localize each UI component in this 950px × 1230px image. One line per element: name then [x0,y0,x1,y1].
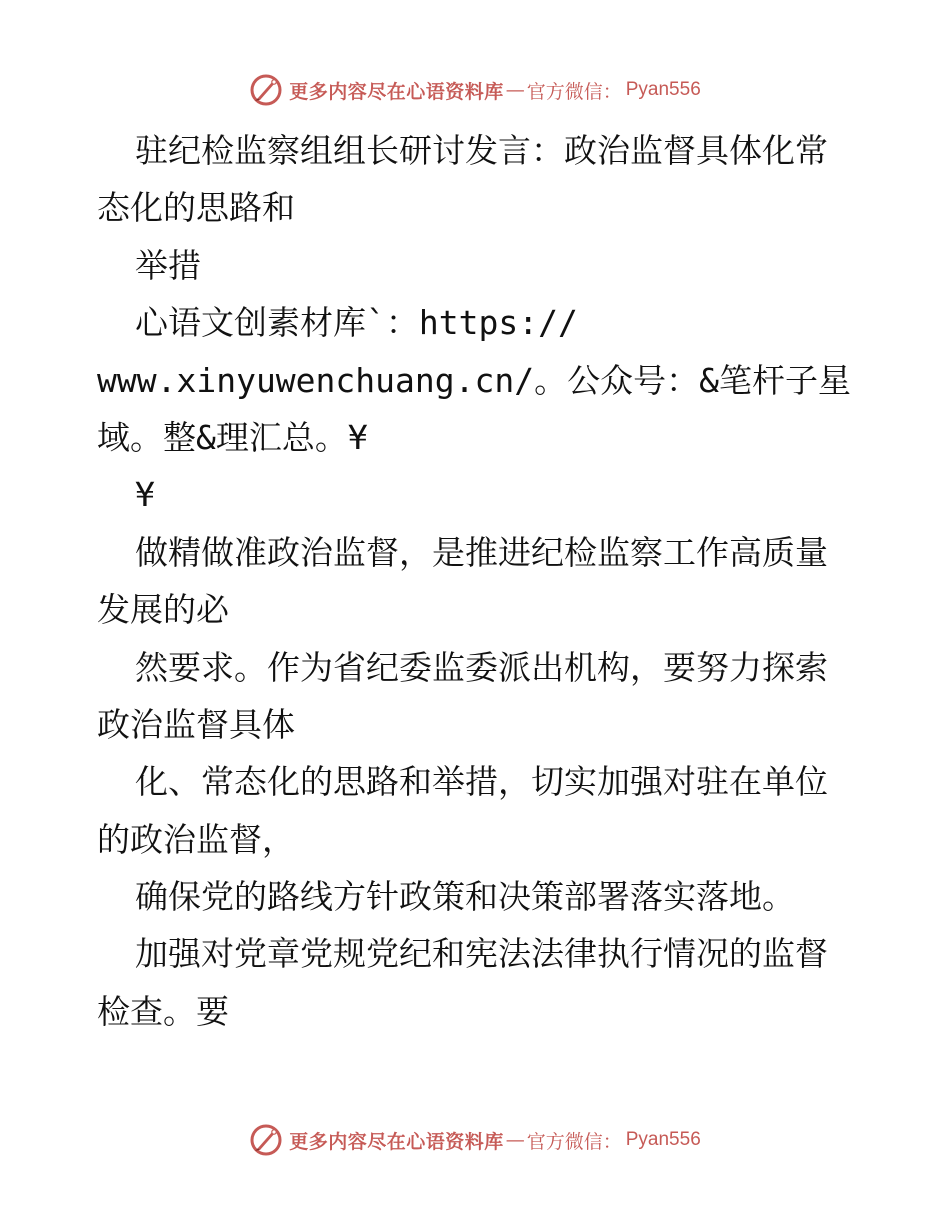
banner-wechat-id: Pyan556 [625,1129,701,1150]
feather-pen-logo-icon [249,73,283,107]
banner-slogan: 更多内容尽在心语资料库 [289,80,504,103]
doc-line: 化、常态化的思路和举措，切实加强对驻在单位 [135,762,828,802]
footer-banner [0,1120,950,1160]
banner-official-label: 官方微信： [526,1130,622,1153]
document-body [97,122,857,1040]
doc-line: 发展的必 [97,590,229,630]
doc-line: 的政治监督， [97,819,295,859]
doc-line: www.xinyuwenchuang.cn/。公众号：&笔杆子星 [97,360,851,400]
doc-line: ¥ [135,475,155,515]
doc-line: 然要求。作为省纪委监委派出机构，要努力探索 [135,647,828,687]
doc-line: 心语文创素材库`：https:// [135,303,578,343]
feather-pen-logo-icon [249,1123,283,1157]
doc-line: 政治监督具体 [97,704,295,744]
doc-line: 驻纪检监察组组长研讨发言：政治监督具体化常 [135,131,828,170]
banner-official-label: 官方微信： [526,80,622,103]
banner-slogan: 更多内容尽在心语资料库 [289,1130,504,1153]
doc-line: 态化的思路和 [97,188,295,228]
doc-line: 加强对党章党规党纪和宪法法律执行情况的监督 [135,934,828,974]
banner-separator: — [505,79,525,101]
doc-line: 域。整&理汇总。¥ [97,417,368,457]
banner-wechat-id: Pyan556 [625,79,701,100]
header-banner [0,70,950,110]
banner-separator: — [505,1129,525,1151]
doc-line: 确保党的路线方针政策和决策部署落实落地。 [135,877,795,917]
doc-line: 举措 [135,245,201,285]
doc-line: 做精做准政治监督，是推进纪检监察工作高质量 [135,532,828,572]
doc-line: 检查。要 [97,991,229,1031]
